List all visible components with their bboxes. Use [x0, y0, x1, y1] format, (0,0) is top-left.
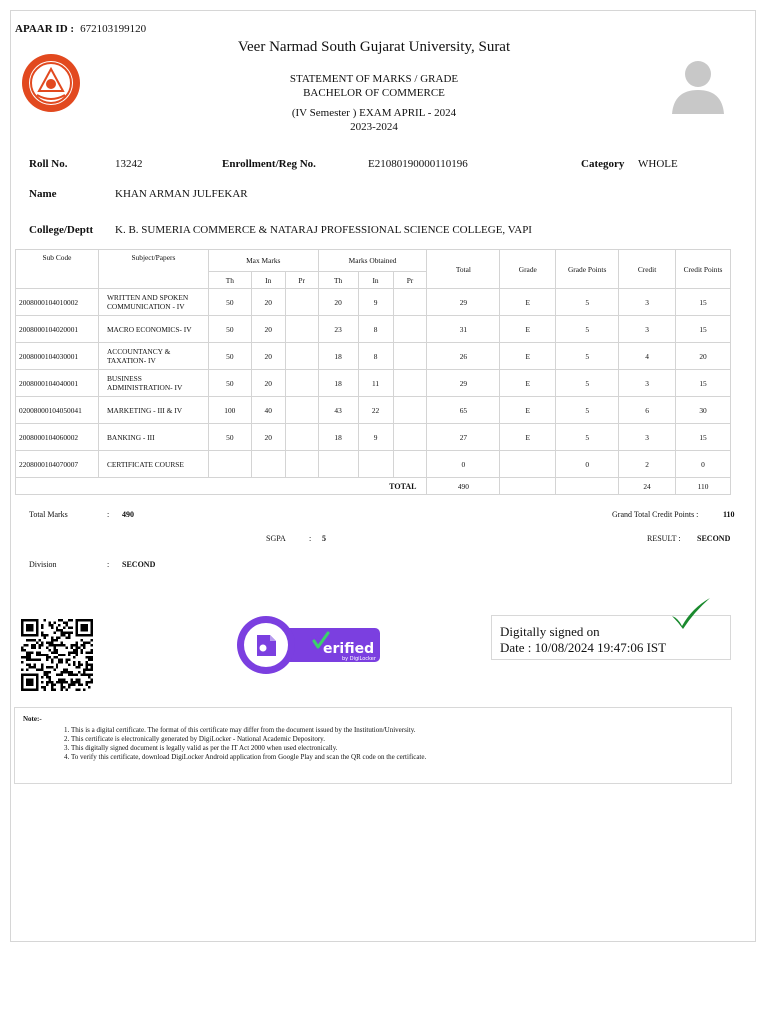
header-marks-obtained: Marks Obtained: [318, 250, 427, 272]
cell-ob-pr: [393, 289, 427, 316]
cell-max-in: 20: [251, 370, 285, 397]
cell-cp: 30: [676, 397, 731, 424]
cell-max-pr: [285, 424, 318, 451]
sub-code-cell: 2008000104010002: [16, 289, 99, 316]
total-credit-cell: 24: [619, 478, 676, 495]
cell-grade: E: [500, 397, 556, 424]
cell-max-th: 50: [208, 316, 251, 343]
sub-code-cell: 2008000104030001: [16, 343, 99, 370]
cell-credit: 3: [619, 289, 676, 316]
cell-max-th: 100: [208, 397, 251, 424]
sub-code-cell: 2008000104020001: [16, 316, 99, 343]
academic-year: 2023-2024: [350, 121, 398, 133]
header-grade-points: Grade Points: [556, 250, 619, 289]
cell-ob-th: 18: [318, 343, 358, 370]
cell-total: 29: [427, 370, 500, 397]
cell-cp: 15: [676, 370, 731, 397]
notes-box: [14, 707, 732, 784]
cell-grade: E: [500, 289, 556, 316]
note-item: 2. This certificate is electronically generated by DigiLocker - National Academic Depository.: [71, 735, 426, 744]
division-colon: :: [107, 560, 110, 569]
total-marks-colon: :: [107, 510, 110, 519]
cell-grade: E: [500, 343, 556, 370]
cell-max-in: 40: [251, 397, 285, 424]
table-row: [16, 316, 731, 343]
cell-max-in: 20: [251, 343, 285, 370]
result-label: RESULT :: [647, 534, 681, 543]
cell-ob-pr: [393, 424, 427, 451]
name-label: Name: [29, 188, 57, 200]
cell-total: 26: [427, 343, 500, 370]
checkmark-icon: [670, 596, 712, 630]
cell-gp: 5: [556, 370, 619, 397]
cell-ob-th: 43: [318, 397, 358, 424]
cell-max-in: 20: [251, 289, 285, 316]
cell-cp: 15: [676, 289, 731, 316]
roll-value: 13242: [115, 158, 143, 170]
enrollment-value: E21080190000110196: [368, 158, 468, 170]
cell-max-pr: [285, 370, 318, 397]
signature-date: Date : 10/08/2024 19:47:06 IST: [500, 640, 667, 655]
cell-max-pr: [285, 397, 318, 424]
header-credit-points: Credit Points: [676, 250, 731, 289]
course-name: BACHELOR OF COMMERCE: [303, 87, 445, 99]
gtcp-value: 110: [723, 510, 735, 519]
total-marks-label: Total Marks: [29, 510, 68, 519]
cell-ob-in: 11: [358, 370, 393, 397]
university-logo-icon: [21, 53, 81, 113]
apaar-label: APAAR ID :: [15, 23, 75, 35]
cell-credit: 2: [619, 451, 676, 478]
notes-title: Note:-: [23, 715, 42, 723]
total-grade-cell: [500, 478, 556, 495]
cell-credit: 4: [619, 343, 676, 370]
cell-credit: 3: [619, 370, 676, 397]
subject-cell: MARKETING - III & IV: [98, 397, 208, 424]
gtcp-label: Grand Total Credit Points :: [612, 510, 699, 519]
cell-cp: 20: [676, 343, 731, 370]
cell-max-pr: [285, 316, 318, 343]
cell-cp: 15: [676, 424, 731, 451]
total-marks-value: 490: [122, 510, 134, 519]
cell-cp: 0: [676, 451, 731, 478]
table-row: [16, 289, 731, 316]
header-ob-pr: Pr: [393, 272, 427, 289]
cell-total: 29: [427, 289, 500, 316]
cell-grade: E: [500, 370, 556, 397]
header-ob-th: Th: [318, 272, 358, 289]
table-row: [16, 397, 731, 424]
cell-max-th: [208, 451, 251, 478]
cell-total: 65: [427, 397, 500, 424]
badge-by: by DigiLocker: [342, 656, 376, 662]
cell-ob-pr: [393, 397, 427, 424]
category-value: WHOLE: [638, 158, 678, 170]
cell-max-in: 20: [251, 424, 285, 451]
cell-max-pr: [285, 451, 318, 478]
cell-ob-in: 9: [358, 289, 393, 316]
header-ob-in: In: [358, 272, 393, 289]
cell-grade: E: [500, 424, 556, 451]
university-name: Veer Narmad South Gujarat University, Surat: [237, 39, 511, 55]
cell-ob-th: 20: [318, 289, 358, 316]
total-gp-cell: [556, 478, 619, 495]
category-label: Category: [581, 158, 625, 170]
cell-max-pr: [285, 343, 318, 370]
cell-max-in: [251, 451, 285, 478]
table-row: [16, 343, 731, 370]
cell-ob-in: 8: [358, 316, 393, 343]
table-row: [16, 370, 731, 397]
cell-grade: [500, 451, 556, 478]
qr-code-icon[interactable]: [19, 619, 95, 691]
apaar-value: 672103199120: [80, 23, 147, 35]
header-grade: Grade: [500, 250, 556, 289]
roll-label: Roll No.: [29, 158, 68, 170]
table-row: [16, 424, 731, 451]
sub-code-cell: 02008000104050041: [16, 397, 99, 424]
notes-list: [59, 726, 426, 762]
name-value: KHAN ARMAN JULFEKAR: [115, 188, 248, 200]
header-max-marks: Max Marks: [208, 250, 318, 272]
cell-gp: 5: [556, 343, 619, 370]
cell-ob-th: [318, 451, 358, 478]
subject-cell: CERTIFICATE COURSE: [98, 451, 208, 478]
cell-gp: 0: [556, 451, 619, 478]
note-item: 1. This is a digital certificate. The format of this certificate may differ from the document issued by the Institution/University.: [71, 726, 426, 735]
cell-grade: E: [500, 316, 556, 343]
digilocker-verified-badge: [236, 614, 382, 676]
division-value: SECOND: [122, 560, 156, 569]
sgpa-label: SGPA: [266, 534, 286, 543]
cell-ob-in: [358, 451, 393, 478]
header-max-th: Th: [208, 272, 251, 289]
cell-ob-pr: [393, 370, 427, 397]
note-item: 3. This digitally signed document is legally valid as per the IT Act 2000 when used electronically.: [71, 744, 426, 753]
cell-total: 27: [427, 424, 500, 451]
header-subject: Subject/Papers: [98, 250, 208, 289]
cell-credit: 6: [619, 397, 676, 424]
cell-gp: 5: [556, 424, 619, 451]
cell-ob-th: 18: [318, 370, 358, 397]
subject-cell: MACRO ECONOMICS- IV: [98, 316, 208, 343]
sgpa-value: 5: [322, 534, 326, 543]
header-max-pr: Pr: [285, 272, 318, 289]
cell-ob-in: 9: [358, 424, 393, 451]
cell-max-th: 50: [208, 424, 251, 451]
cell-ob-th: 23: [318, 316, 358, 343]
note-item: 4. To verify this certificate, download DigiLocker Android application from Google Play and scan the QR code on the certificate.: [71, 753, 426, 762]
subject-cell: ACCOUNTANCY & TAXATION- IV: [98, 343, 208, 370]
college-value: K. B. SUMERIA COMMERCE & NATARAJ PROFESSIONAL SCIENCE COLLEGE, VAPI: [115, 224, 532, 236]
cell-ob-in: 22: [358, 397, 393, 424]
cell-max-in: 20: [251, 316, 285, 343]
cell-max-pr: [285, 289, 318, 316]
cell-ob-th: 18: [318, 424, 358, 451]
cell-gp: 5: [556, 316, 619, 343]
sgpa-colon: :: [309, 534, 312, 543]
enrollment-label: Enrollment/Reg No.: [222, 158, 316, 170]
cell-ob-pr: [393, 343, 427, 370]
table-row: [16, 451, 731, 478]
cell-gp: 5: [556, 397, 619, 424]
subject-cell: BANKING - III: [98, 424, 208, 451]
apaar-id: [15, 23, 146, 35]
subject-cell: WRITTEN AND SPOKEN COMMUNICATION - IV: [98, 289, 208, 316]
cell-total: 0: [427, 451, 500, 478]
header-sub-code: Sub Code: [16, 250, 99, 289]
cell-max-th: 50: [208, 370, 251, 397]
cell-cp: 15: [676, 316, 731, 343]
cell-credit: 3: [619, 424, 676, 451]
total-cp-cell: 110: [676, 478, 731, 495]
college-label: College/Deptt: [29, 224, 94, 236]
subject-cell: BUSINESS ADMINISTRATION- IV: [98, 370, 208, 397]
cell-ob-in: 8: [358, 343, 393, 370]
sub-code-cell: 2208000104070007: [16, 451, 99, 478]
cell-max-th: 50: [208, 343, 251, 370]
sub-code-cell: 2008000104040001: [16, 370, 99, 397]
header-total: Total: [427, 250, 500, 289]
division-label: Division: [29, 560, 57, 569]
statement-title: STATEMENT OF MARKS / GRADE: [289, 73, 459, 85]
result-value: SECOND: [697, 534, 731, 543]
total-label: TOTAL: [16, 478, 427, 495]
header-max-in: In: [251, 272, 285, 289]
sub-code-cell: 2008000104060002: [16, 424, 99, 451]
total-marks-cell: 490: [427, 478, 500, 495]
header-credit: Credit: [619, 250, 676, 289]
badge-text: erified: [323, 641, 375, 657]
cell-ob-pr: [393, 316, 427, 343]
cell-gp: 5: [556, 289, 619, 316]
cell-total: 31: [427, 316, 500, 343]
exam-name: (IV Semester ) EXAM APRIL - 2024: [291, 107, 457, 119]
signature-line-1: Digitally signed on: [500, 624, 600, 639]
photo-placeholder-icon: [666, 54, 730, 114]
cell-ob-pr: [393, 451, 427, 478]
cell-credit: 3: [619, 316, 676, 343]
marks-table: [15, 249, 731, 495]
cell-max-th: 50: [208, 289, 251, 316]
